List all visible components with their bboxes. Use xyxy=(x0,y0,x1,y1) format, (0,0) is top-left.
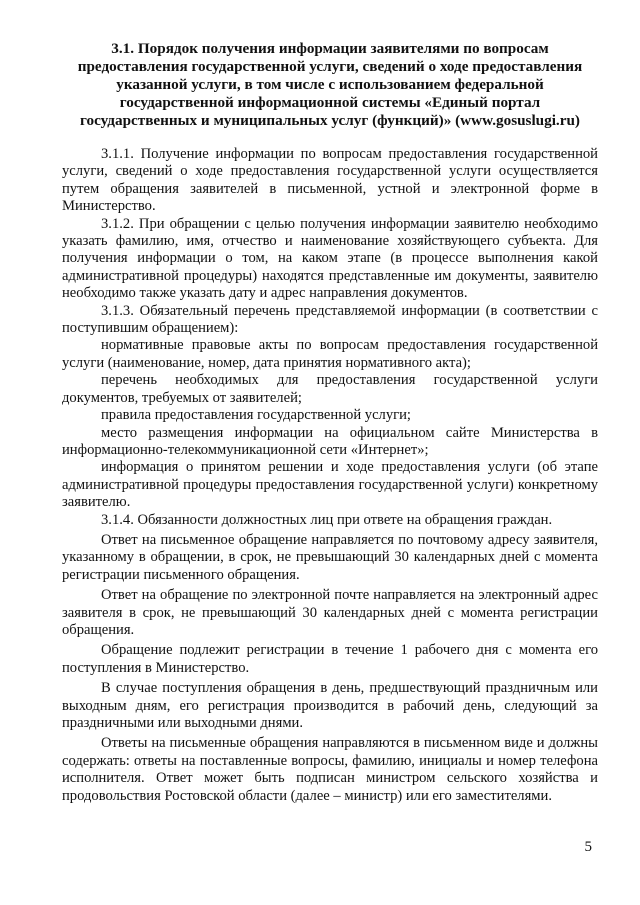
paragraph-3-1-1: 3.1.1. Получение информации по вопросам предоставления государственной услуги, сведений о ходе предоставления государственной услуги осуществляется путем обращения заявителей в письменной, устной и электронной форме в Министерство. xyxy=(62,146,598,215)
list-item-required-documents: перечень необходимых для предоставления государственной услуги документов, требуемых от заявителей; xyxy=(62,372,598,406)
page-number: 5 xyxy=(584,839,592,855)
list-item-website-location: место размещения информации на официальном сайте Министерства в информационно-телекоммуникационной сети «Интернет»; xyxy=(62,424,598,458)
paragraph-postal-response: Ответ на письменное обращение направляется по почтовому адресу заявителя, указанному в обращении, в срок, не превышающий 30 календарных дней с момента регистрации письменного обращения. xyxy=(62,531,598,583)
paragraph-email-response: Ответ на обращение по электронной почте направляется на электронный адрес заявителя в срок, не превышающий 30 календарных дней с момента регистрации обращения. xyxy=(62,587,598,638)
paragraph-3-1-3: 3.1.3. Обязательный перечень представляемой информации (в соответствии с поступившим обращением): xyxy=(62,302,598,337)
section-body xyxy=(62,146,598,805)
list-item-normative-acts: нормативные правовые акты по вопросам предоставления государственной услуги (наименование, номер, дата принятия нормативного акта); xyxy=(62,337,598,371)
section-heading: 3.1. Порядок получения информации заявителями по вопросам предоставления государственной услуги, сведений о ходе предоставления указанной услуги, в том числе с использованием федеральной государственной информационной системы «Единый портал государственных и муниципальных услуг (функций)» (www.gosuslugi.ru) xyxy=(77,40,583,129)
document-page xyxy=(62,40,598,805)
paragraph-registration: Обращение подлежит регистрации в течение 1 рабочего дня с момента его поступления в Министерство. xyxy=(62,642,598,676)
paragraph-response-contents: Ответы на письменные обращения направляются в письменном виде и должны содержать: ответы на поставленные вопросы, фамилию, инициалы и номер телефона исполнителя. Ответ может быть подписан министром сельского хозяйства и продовольствия Ростовской области (далее – министр) или его заместителями. xyxy=(62,735,598,804)
paragraph-holiday-registration: В случае поступления обращения в день, предшествующий праздничным или выходным дням, его регистрация производится в рабочий день, следующий за праздничными или выходными днями. xyxy=(62,680,598,731)
paragraph-3-1-2: 3.1.2. При обращении с целью получения информации заявителю необходимо указать фамилию, имя, отчество и наименование хозяйствующего субъекта. Для получения информации о том, на каком этапе (в процессе выполнения какой административной процедуры) находятся представленные им документы, заявителю необходимо также указать дату и адрес направления документов. xyxy=(62,215,598,302)
paragraph-3-1-4: 3.1.4. Обязанности должностных лиц при ответе на обращения граждан. xyxy=(101,511,553,528)
list-item-decision-info: информация о принятом решении и ходе предоставления услуги (об этапе административной процедуры предоставления государственной услуги) конкретному заявителю. xyxy=(62,459,598,511)
list-item-service-rules: правила предоставления государственной услуги; xyxy=(101,407,411,424)
